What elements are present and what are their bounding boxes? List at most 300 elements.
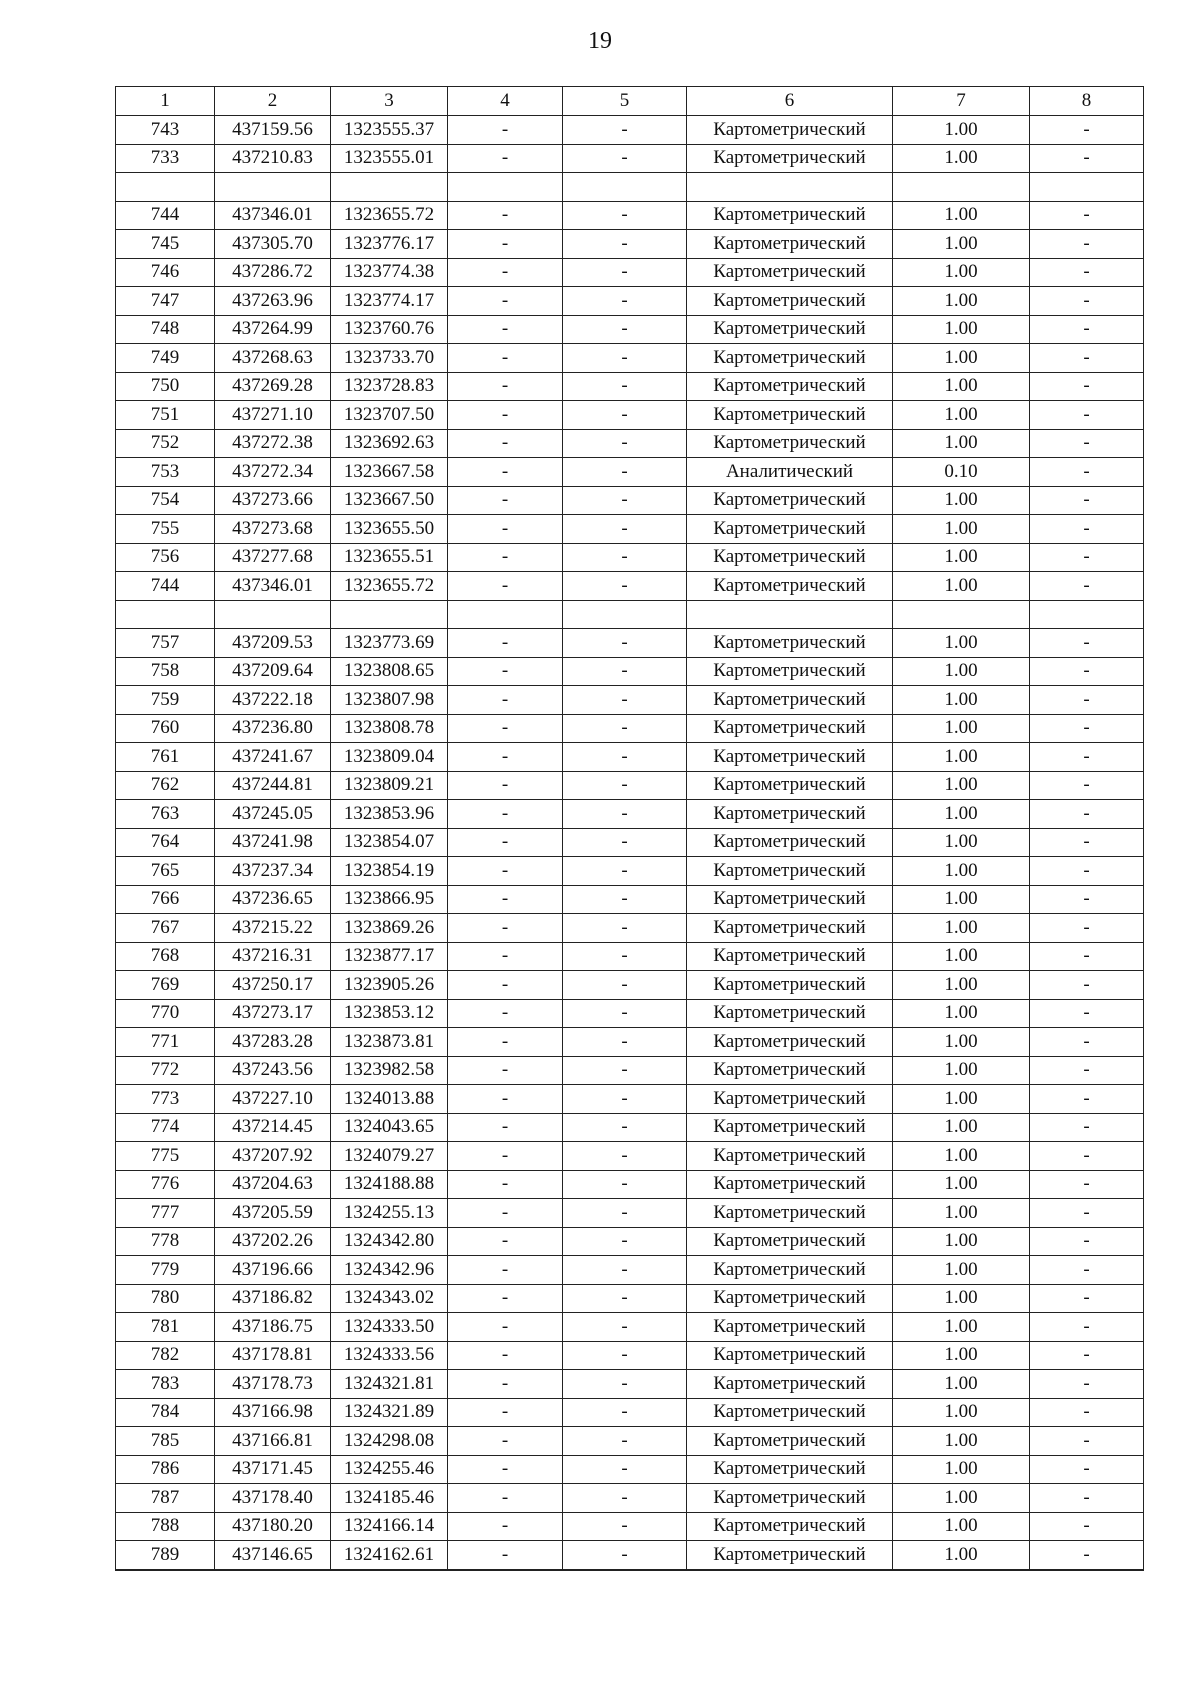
cell-point-number: 745 xyxy=(116,230,215,259)
cell-accuracy: 1.00 xyxy=(893,771,1030,800)
cell-method: Картометрический xyxy=(687,372,893,401)
cell-method: Картометрический xyxy=(687,657,893,686)
cell-point-number: 754 xyxy=(116,486,215,515)
column-header-4: 4 xyxy=(448,87,563,116)
table-row xyxy=(116,458,1144,487)
cell-point-number: 767 xyxy=(116,914,215,943)
cell-col-8 xyxy=(1030,600,1144,629)
cell-point-number: 768 xyxy=(116,942,215,971)
cell-y-coordinate: 1323655.72 xyxy=(331,201,448,230)
cell-point-number: 774 xyxy=(116,1113,215,1142)
cell-point-number: 777 xyxy=(116,1199,215,1228)
cell-accuracy: 1.00 xyxy=(893,1512,1030,1541)
table-row xyxy=(116,1142,1144,1171)
cell-point-number: 771 xyxy=(116,1028,215,1057)
cell-method: Картометрический xyxy=(687,1398,893,1427)
cell-accuracy: 1.00 xyxy=(893,1341,1030,1370)
cell-col-4: - xyxy=(448,315,563,344)
cell-col-8: - xyxy=(1030,1313,1144,1342)
cell-method: Картометрический xyxy=(687,800,893,829)
cell-col-4: - xyxy=(448,1113,563,1142)
cell-accuracy: 1.00 xyxy=(893,230,1030,259)
cell-col-5: - xyxy=(563,914,687,943)
cell-accuracy: 1.00 xyxy=(893,999,1030,1028)
cell-method: Картометрический xyxy=(687,1484,893,1513)
cell-method: Картометрический xyxy=(687,401,893,430)
cell-accuracy: 1.00 xyxy=(893,942,1030,971)
cell-y-coordinate: 1324013.88 xyxy=(331,1085,448,1114)
cell-accuracy: 1.00 xyxy=(893,543,1030,572)
cell-col-4: - xyxy=(448,144,563,173)
cell-point-number: 761 xyxy=(116,743,215,772)
table-row xyxy=(116,1541,1144,1570)
cell-col-4: - xyxy=(448,1199,563,1228)
cell-accuracy: 1.00 xyxy=(893,1427,1030,1456)
cell-point-number: 748 xyxy=(116,315,215,344)
cell-x-coordinate: 437202.26 xyxy=(215,1227,331,1256)
cell-y-coordinate xyxy=(331,173,448,202)
cell-col-8 xyxy=(1030,173,1144,202)
cell-col-8: - xyxy=(1030,1398,1144,1427)
cell-point-number: 780 xyxy=(116,1284,215,1313)
cell-y-coordinate: 1323555.01 xyxy=(331,144,448,173)
cell-col-4: - xyxy=(448,885,563,914)
cell-point-number: 773 xyxy=(116,1085,215,1114)
cell-point-number: 755 xyxy=(116,515,215,544)
cell-col-5: - xyxy=(563,1056,687,1085)
cell-col-4: - xyxy=(448,201,563,230)
cell-method: Аналитический xyxy=(687,458,893,487)
cell-point-number: 788 xyxy=(116,1512,215,1541)
cell-col-4: - xyxy=(448,857,563,886)
cell-x-coordinate: 437264.99 xyxy=(215,315,331,344)
table-row xyxy=(116,743,1144,772)
cell-col-4: - xyxy=(448,486,563,515)
cell-y-coordinate: 1323555.37 xyxy=(331,116,448,145)
cell-col-4: - xyxy=(448,1085,563,1114)
table-row xyxy=(116,1284,1144,1313)
cell-x-coordinate: 437210.83 xyxy=(215,144,331,173)
cell-accuracy: 1.00 xyxy=(893,857,1030,886)
cell-col-4: - xyxy=(448,1427,563,1456)
cell-accuracy: 1.00 xyxy=(893,1227,1030,1256)
cell-accuracy: 1.00 xyxy=(893,1085,1030,1114)
cell-point-number: 782 xyxy=(116,1341,215,1370)
cell-method: Картометрический xyxy=(687,686,893,715)
cell-point-number: 762 xyxy=(116,771,215,800)
cell-x-coordinate: 437222.18 xyxy=(215,686,331,715)
cell-accuracy: 1.00 xyxy=(893,429,1030,458)
cell-point-number: 763 xyxy=(116,800,215,829)
cell-col-8: - xyxy=(1030,258,1144,287)
cell-point-number: 744 xyxy=(116,572,215,601)
cell-y-coordinate: 1323667.58 xyxy=(331,458,448,487)
column-header-2: 2 xyxy=(215,87,331,116)
cell-method: Картометрический xyxy=(687,344,893,373)
cell-y-coordinate: 1324321.89 xyxy=(331,1398,448,1427)
cell-method: Картометрический xyxy=(687,515,893,544)
cell-col-8: - xyxy=(1030,657,1144,686)
cell-accuracy: 1.00 xyxy=(893,686,1030,715)
cell-y-coordinate: 1323728.83 xyxy=(331,372,448,401)
cell-x-coordinate: 437215.22 xyxy=(215,914,331,943)
cell-col-5: - xyxy=(563,1142,687,1171)
cell-x-coordinate: 437216.31 xyxy=(215,942,331,971)
cell-col-8: - xyxy=(1030,1284,1144,1313)
cell-y-coordinate: 1324333.56 xyxy=(331,1341,448,1370)
cell-col-8: - xyxy=(1030,201,1144,230)
cell-col-4: - xyxy=(448,344,563,373)
cell-accuracy: 1.00 xyxy=(893,486,1030,515)
cell-col-5: - xyxy=(563,885,687,914)
cell-method: Картометрический xyxy=(687,543,893,572)
column-header-3: 3 xyxy=(331,87,448,116)
cell-method: Картометрический xyxy=(687,999,893,1028)
table-row xyxy=(116,201,1144,230)
cell-col-4: - xyxy=(448,629,563,658)
cell-col-4: - xyxy=(448,1512,563,1541)
cell-col-5: - xyxy=(563,1427,687,1456)
table-row xyxy=(116,629,1144,658)
cell-col-5: - xyxy=(563,1484,687,1513)
cell-x-coordinate xyxy=(215,600,331,629)
cell-y-coordinate: 1323807.98 xyxy=(331,686,448,715)
cell-x-coordinate: 437273.68 xyxy=(215,515,331,544)
cell-x-coordinate: 437273.17 xyxy=(215,999,331,1028)
cell-accuracy: 1.00 xyxy=(893,1028,1030,1057)
cell-method: Картометрический xyxy=(687,629,893,658)
cell-point-number: 751 xyxy=(116,401,215,430)
cell-col-4: - xyxy=(448,287,563,316)
cell-col-5: - xyxy=(563,315,687,344)
cell-col-4: - xyxy=(448,1056,563,1085)
cell-col-8: - xyxy=(1030,999,1144,1028)
cell-x-coordinate: 437178.40 xyxy=(215,1484,331,1513)
cell-col-8: - xyxy=(1030,1199,1144,1228)
cell-col-4: - xyxy=(448,1541,563,1570)
cell-x-coordinate: 437272.38 xyxy=(215,429,331,458)
cell-y-coordinate: 1323808.65 xyxy=(331,657,448,686)
cell-col-8: - xyxy=(1030,1256,1144,1285)
cell-point-number xyxy=(116,600,215,629)
cell-point-number: 750 xyxy=(116,372,215,401)
cell-col-5: - xyxy=(563,1028,687,1057)
cell-col-5: - xyxy=(563,1113,687,1142)
cell-method: Картометрический xyxy=(687,1341,893,1370)
cell-accuracy: 1.00 xyxy=(893,1199,1030,1228)
cell-accuracy: 0.10 xyxy=(893,458,1030,487)
cell-method: Картометрический xyxy=(687,230,893,259)
cell-accuracy: 1.00 xyxy=(893,1256,1030,1285)
cell-col-4 xyxy=(448,600,563,629)
cell-method: Картометрический xyxy=(687,1199,893,1228)
cell-method: Картометрический xyxy=(687,1142,893,1171)
cell-col-5: - xyxy=(563,258,687,287)
cell-point-number: 765 xyxy=(116,857,215,886)
cell-method: Картометрический xyxy=(687,1370,893,1399)
cell-x-coordinate: 437146.65 xyxy=(215,1541,331,1570)
cell-col-8: - xyxy=(1030,230,1144,259)
cell-col-5: - xyxy=(563,515,687,544)
cell-col-5: - xyxy=(563,1284,687,1313)
table-row xyxy=(116,942,1144,971)
table-header-row xyxy=(116,87,1144,116)
cell-x-coordinate: 437273.66 xyxy=(215,486,331,515)
cell-x-coordinate: 437209.64 xyxy=(215,657,331,686)
cell-col-8: - xyxy=(1030,315,1144,344)
cell-x-coordinate: 437171.45 xyxy=(215,1455,331,1484)
cell-accuracy xyxy=(893,600,1030,629)
cell-col-4: - xyxy=(448,999,563,1028)
cell-y-coordinate: 1323854.19 xyxy=(331,857,448,886)
cell-x-coordinate: 437236.65 xyxy=(215,885,331,914)
cell-x-coordinate: 437241.98 xyxy=(215,828,331,857)
cell-y-coordinate: 1323760.76 xyxy=(331,315,448,344)
cell-x-coordinate: 437236.80 xyxy=(215,714,331,743)
cell-col-5: - xyxy=(563,657,687,686)
cell-col-4: - xyxy=(448,1484,563,1513)
cell-point-number: 749 xyxy=(116,344,215,373)
cell-col-8: - xyxy=(1030,1113,1144,1142)
cell-x-coordinate: 437227.10 xyxy=(215,1085,331,1114)
cell-accuracy: 1.00 xyxy=(893,657,1030,686)
cell-col-4: - xyxy=(448,971,563,1000)
table-row xyxy=(116,1512,1144,1541)
cell-method: Картометрический xyxy=(687,258,893,287)
cell-col-8: - xyxy=(1030,287,1144,316)
cell-x-coordinate: 437237.34 xyxy=(215,857,331,886)
cell-col-5: - xyxy=(563,1455,687,1484)
cell-point-number: 785 xyxy=(116,1427,215,1456)
cell-col-4: - xyxy=(448,1455,563,1484)
table-row xyxy=(116,914,1144,943)
table-row xyxy=(116,287,1144,316)
table-row xyxy=(116,173,1144,202)
cell-x-coordinate: 437272.34 xyxy=(215,458,331,487)
table-row xyxy=(116,771,1144,800)
table-row xyxy=(116,315,1144,344)
cell-col-8: - xyxy=(1030,458,1144,487)
cell-x-coordinate: 437244.81 xyxy=(215,771,331,800)
cell-accuracy: 1.00 xyxy=(893,315,1030,344)
table-row xyxy=(116,144,1144,173)
cell-accuracy: 1.00 xyxy=(893,1170,1030,1199)
cell-col-5: - xyxy=(563,1085,687,1114)
cell-col-8: - xyxy=(1030,1512,1144,1541)
cell-point-number: 772 xyxy=(116,1056,215,1085)
cell-col-8: - xyxy=(1030,144,1144,173)
cell-method: Картометрический xyxy=(687,771,893,800)
cell-x-coordinate: 437268.63 xyxy=(215,344,331,373)
cell-method: Картометрический xyxy=(687,287,893,316)
table-row xyxy=(116,230,1144,259)
cell-col-5: - xyxy=(563,287,687,316)
cell-method: Картометрический xyxy=(687,1541,893,1570)
cell-point-number: 778 xyxy=(116,1227,215,1256)
table-row xyxy=(116,999,1144,1028)
cell-x-coordinate: 437346.01 xyxy=(215,201,331,230)
cell-col-5: - xyxy=(563,372,687,401)
cell-col-8: - xyxy=(1030,686,1144,715)
cell-col-8: - xyxy=(1030,429,1144,458)
column-header-6: 6 xyxy=(687,87,893,116)
cell-y-coordinate: 1324342.96 xyxy=(331,1256,448,1285)
cell-col-4: - xyxy=(448,914,563,943)
cell-method: Картометрический xyxy=(687,201,893,230)
cell-y-coordinate: 1324043.65 xyxy=(331,1113,448,1142)
table-row xyxy=(116,600,1144,629)
cell-accuracy: 1.00 xyxy=(893,714,1030,743)
cell-point-number: 743 xyxy=(116,116,215,145)
cell-col-8: - xyxy=(1030,1142,1144,1171)
cell-point-number: 784 xyxy=(116,1398,215,1427)
cell-col-4: - xyxy=(448,1256,563,1285)
cell-x-coordinate: 437166.81 xyxy=(215,1427,331,1456)
table-row xyxy=(116,372,1144,401)
cell-col-5: - xyxy=(563,429,687,458)
cell-method: Картометрический xyxy=(687,1455,893,1484)
cell-y-coordinate: 1323854.07 xyxy=(331,828,448,857)
cell-y-coordinate: 1323808.78 xyxy=(331,714,448,743)
cell-col-4: - xyxy=(448,401,563,430)
cell-point-number: 733 xyxy=(116,144,215,173)
cell-point-number: 789 xyxy=(116,1541,215,1570)
cell-method: Картометрический xyxy=(687,1512,893,1541)
cell-x-coordinate: 437178.81 xyxy=(215,1341,331,1370)
cell-col-4: - xyxy=(448,714,563,743)
cell-accuracy: 1.00 xyxy=(893,287,1030,316)
cell-col-8: - xyxy=(1030,800,1144,829)
cell-method: Картометрический xyxy=(687,1284,893,1313)
cell-x-coordinate xyxy=(215,173,331,202)
cell-col-8: - xyxy=(1030,1056,1144,1085)
cell-x-coordinate: 437243.56 xyxy=(215,1056,331,1085)
cell-accuracy: 1.00 xyxy=(893,401,1030,430)
cell-col-5: - xyxy=(563,1170,687,1199)
cell-x-coordinate: 437205.59 xyxy=(215,1199,331,1228)
table-row xyxy=(116,857,1144,886)
cell-y-coordinate: 1324321.81 xyxy=(331,1370,448,1399)
table-row xyxy=(116,258,1144,287)
cell-x-coordinate: 437286.72 xyxy=(215,258,331,287)
cell-col-4: - xyxy=(448,800,563,829)
cell-col-5: - xyxy=(563,999,687,1028)
table-row xyxy=(116,429,1144,458)
table-row xyxy=(116,686,1144,715)
table-row xyxy=(116,572,1144,601)
table-row xyxy=(116,828,1144,857)
cell-col-4: - xyxy=(448,1341,563,1370)
cell-y-coordinate: 1323776.17 xyxy=(331,230,448,259)
cell-col-5 xyxy=(563,600,687,629)
column-header-8: 8 xyxy=(1030,87,1144,116)
cell-y-coordinate: 1324162.61 xyxy=(331,1541,448,1570)
cell-col-8: - xyxy=(1030,572,1144,601)
cell-col-8: - xyxy=(1030,942,1144,971)
table-row xyxy=(116,1427,1144,1456)
cell-point-number: 760 xyxy=(116,714,215,743)
cell-col-4: - xyxy=(448,1227,563,1256)
cell-y-coordinate: 1323773.69 xyxy=(331,629,448,658)
cell-accuracy: 1.00 xyxy=(893,515,1030,544)
cell-method: Картометрический xyxy=(687,1170,893,1199)
table-row xyxy=(116,543,1144,572)
cell-col-4: - xyxy=(448,771,563,800)
table-row xyxy=(116,1370,1144,1399)
cell-accuracy xyxy=(893,173,1030,202)
cell-col-4: - xyxy=(448,230,563,259)
table-row xyxy=(116,401,1144,430)
cell-col-5: - xyxy=(563,1398,687,1427)
cell-col-4: - xyxy=(448,1398,563,1427)
cell-method: Картометрический xyxy=(687,828,893,857)
cell-col-5: - xyxy=(563,344,687,373)
cell-accuracy: 1.00 xyxy=(893,372,1030,401)
cell-col-5: - xyxy=(563,714,687,743)
cell-col-5: - xyxy=(563,771,687,800)
table-row xyxy=(116,714,1144,743)
cell-accuracy: 1.00 xyxy=(893,1484,1030,1513)
cell-col-8: - xyxy=(1030,344,1144,373)
cell-col-5: - xyxy=(563,458,687,487)
cell-col-5: - xyxy=(563,1541,687,1570)
cell-accuracy: 1.00 xyxy=(893,144,1030,173)
cell-point-number: 746 xyxy=(116,258,215,287)
cell-col-4: - xyxy=(448,372,563,401)
cell-col-4: - xyxy=(448,429,563,458)
cell-col-4: - xyxy=(448,458,563,487)
cell-accuracy: 1.00 xyxy=(893,1056,1030,1085)
cell-accuracy: 1.00 xyxy=(893,116,1030,145)
cell-col-8: - xyxy=(1030,1227,1144,1256)
cell-y-coordinate: 1323853.12 xyxy=(331,999,448,1028)
cell-col-5: - xyxy=(563,401,687,430)
table-row xyxy=(116,1455,1144,1484)
cell-accuracy: 1.00 xyxy=(893,1455,1030,1484)
cell-accuracy: 1.00 xyxy=(893,1370,1030,1399)
cell-accuracy: 1.00 xyxy=(893,971,1030,1000)
coordinates-table xyxy=(115,86,1144,1571)
cell-accuracy: 1.00 xyxy=(893,828,1030,857)
cell-col-5: - xyxy=(563,1341,687,1370)
cell-x-coordinate: 437186.82 xyxy=(215,1284,331,1313)
cell-col-5: - xyxy=(563,486,687,515)
cell-y-coordinate: 1323869.26 xyxy=(331,914,448,943)
cell-x-coordinate: 437204.63 xyxy=(215,1170,331,1199)
cell-col-8: - xyxy=(1030,1170,1144,1199)
cell-accuracy: 1.00 xyxy=(893,1313,1030,1342)
cell-col-8: - xyxy=(1030,1541,1144,1570)
cell-col-4: - xyxy=(448,572,563,601)
table-row xyxy=(116,1199,1144,1228)
cell-y-coordinate: 1323809.04 xyxy=(331,743,448,772)
cell-x-coordinate: 437178.73 xyxy=(215,1370,331,1399)
cell-col-5: - xyxy=(563,629,687,658)
cell-x-coordinate: 437196.66 xyxy=(215,1256,331,1285)
cell-y-coordinate: 1324343.02 xyxy=(331,1284,448,1313)
cell-accuracy: 1.00 xyxy=(893,629,1030,658)
cell-point-number: 776 xyxy=(116,1170,215,1199)
table-row xyxy=(116,486,1144,515)
cell-x-coordinate: 437269.28 xyxy=(215,372,331,401)
cell-col-4: - xyxy=(448,1370,563,1399)
table-row xyxy=(116,1085,1144,1114)
cell-y-coordinate: 1323866.95 xyxy=(331,885,448,914)
table-row xyxy=(116,1113,1144,1142)
cell-accuracy: 1.00 xyxy=(893,914,1030,943)
cell-col-5: - xyxy=(563,1199,687,1228)
cell-point-number: 781 xyxy=(116,1313,215,1342)
